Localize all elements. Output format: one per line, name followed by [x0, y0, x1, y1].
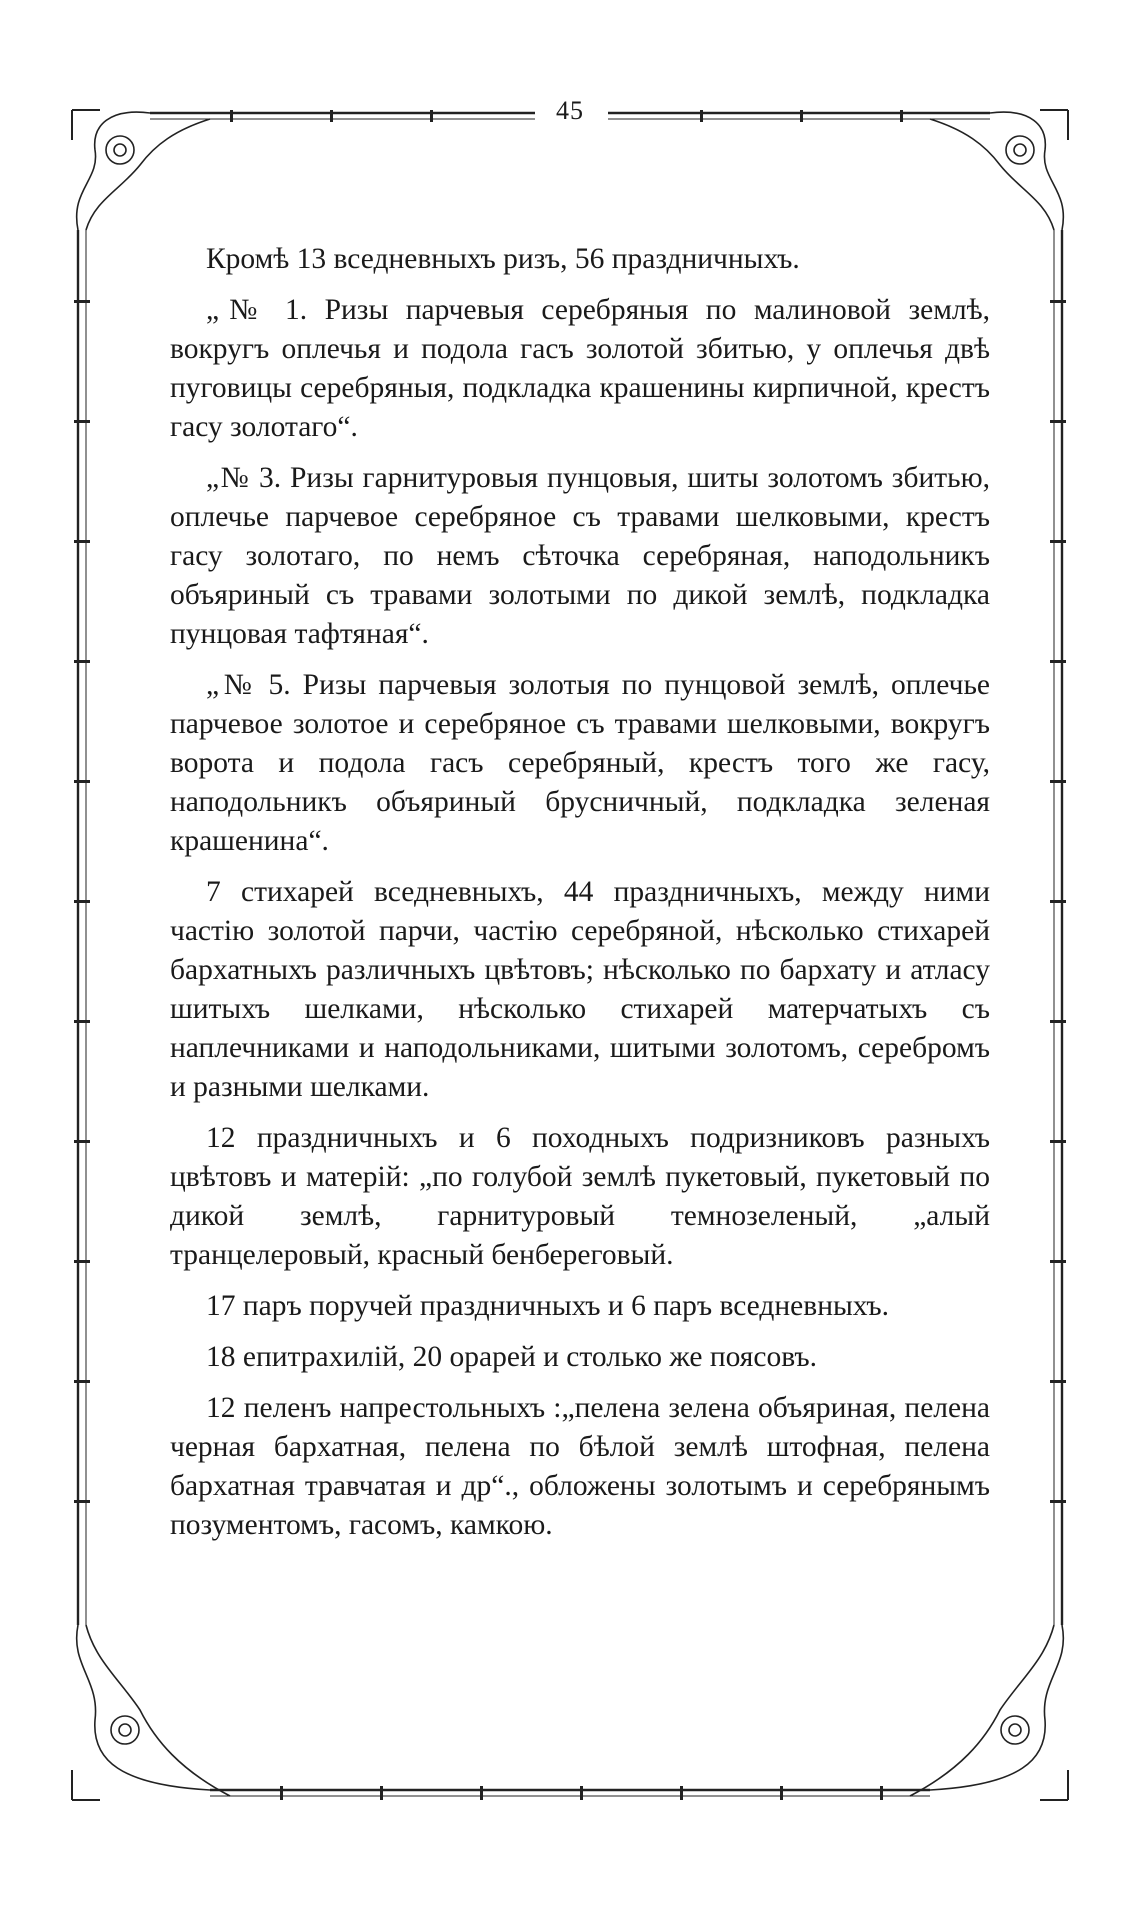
paragraph: 12 праздничныхъ и 6 походныхъ подризниковъ разныхъ цвѣтовъ и матерій: „по голубой землѣ пукетовый, пукетовый по дикой землѣ, гарнитуровый темнозеленый, „алый транцелеровый, красный бенбереговый.	[170, 1122, 990, 1271]
paragraph: 12 пеленъ напрестольныхъ :„пелена зелена объяриная, пелена черная бархатная, пелена по бѣлой землѣ штофная, пелена бархатная травчатая и др“., обложены золотымъ и серебрянымъ позументомъ, гасомъ, камкою.	[170, 1392, 990, 1541]
text-body	[170, 240, 990, 1557]
page-number: 45	[556, 96, 584, 125]
paragraph: Кромѣ 13 вседневныхъ ризъ, 56 праздничныхъ.	[206, 243, 800, 275]
paragraph: „№ 5. Ризы парчевыя золотыя по пунцовой землѣ, оплечье парчевое золотое и серебряное съ травами шелковыми, вокругъ ворота и подола гасъ серебряный, крестъ того же гасу, наподольникъ объяриный брусничный, подкладка зеленая крашенина“.	[170, 669, 990, 857]
paragraph: 18 епитрахилій, 20 орарей и столько же поясовъ.	[206, 1341, 818, 1373]
paragraph: „№ 1. Ризы парчевыя серебряныя по малиновой землѣ, вокругъ оплечья и подола гасъ золотой збитью, у оплечья двѣ пуговицы серебряныя, подкладка крашенины кирпичной, крестъ гасу золотаго“.	[170, 294, 990, 443]
paragraph: „№ 3. Ризы гарнитуровыя пунцовыя, шиты золотомъ збитью, оплечье парчевое серебряное съ травами шелковыми, крестъ гасу золотаго, по немъ сѣточка серебряная, наподольникъ объяриный съ травами золотыми по дикой землѣ, подкладка пунцовая тафтяная“.	[170, 462, 990, 650]
paragraph: 7 стихарей вседневныхъ, 44 праздничныхъ, между ними частію золотой парчи, частію серебряной, нѣсколько стихарей бархатныхъ различныхъ цвѣтовъ; нѣсколько по бархату и атласу шитыхъ шелками, нѣсколько стихарей матерчатыхъ съ наплечниками и наподольниками, шитыми золотомъ, серебромъ и разными шелками.	[170, 876, 990, 1103]
paragraph: 17 паръ поручей праздничныхъ и 6 паръ вседневныхъ.	[206, 1290, 890, 1322]
